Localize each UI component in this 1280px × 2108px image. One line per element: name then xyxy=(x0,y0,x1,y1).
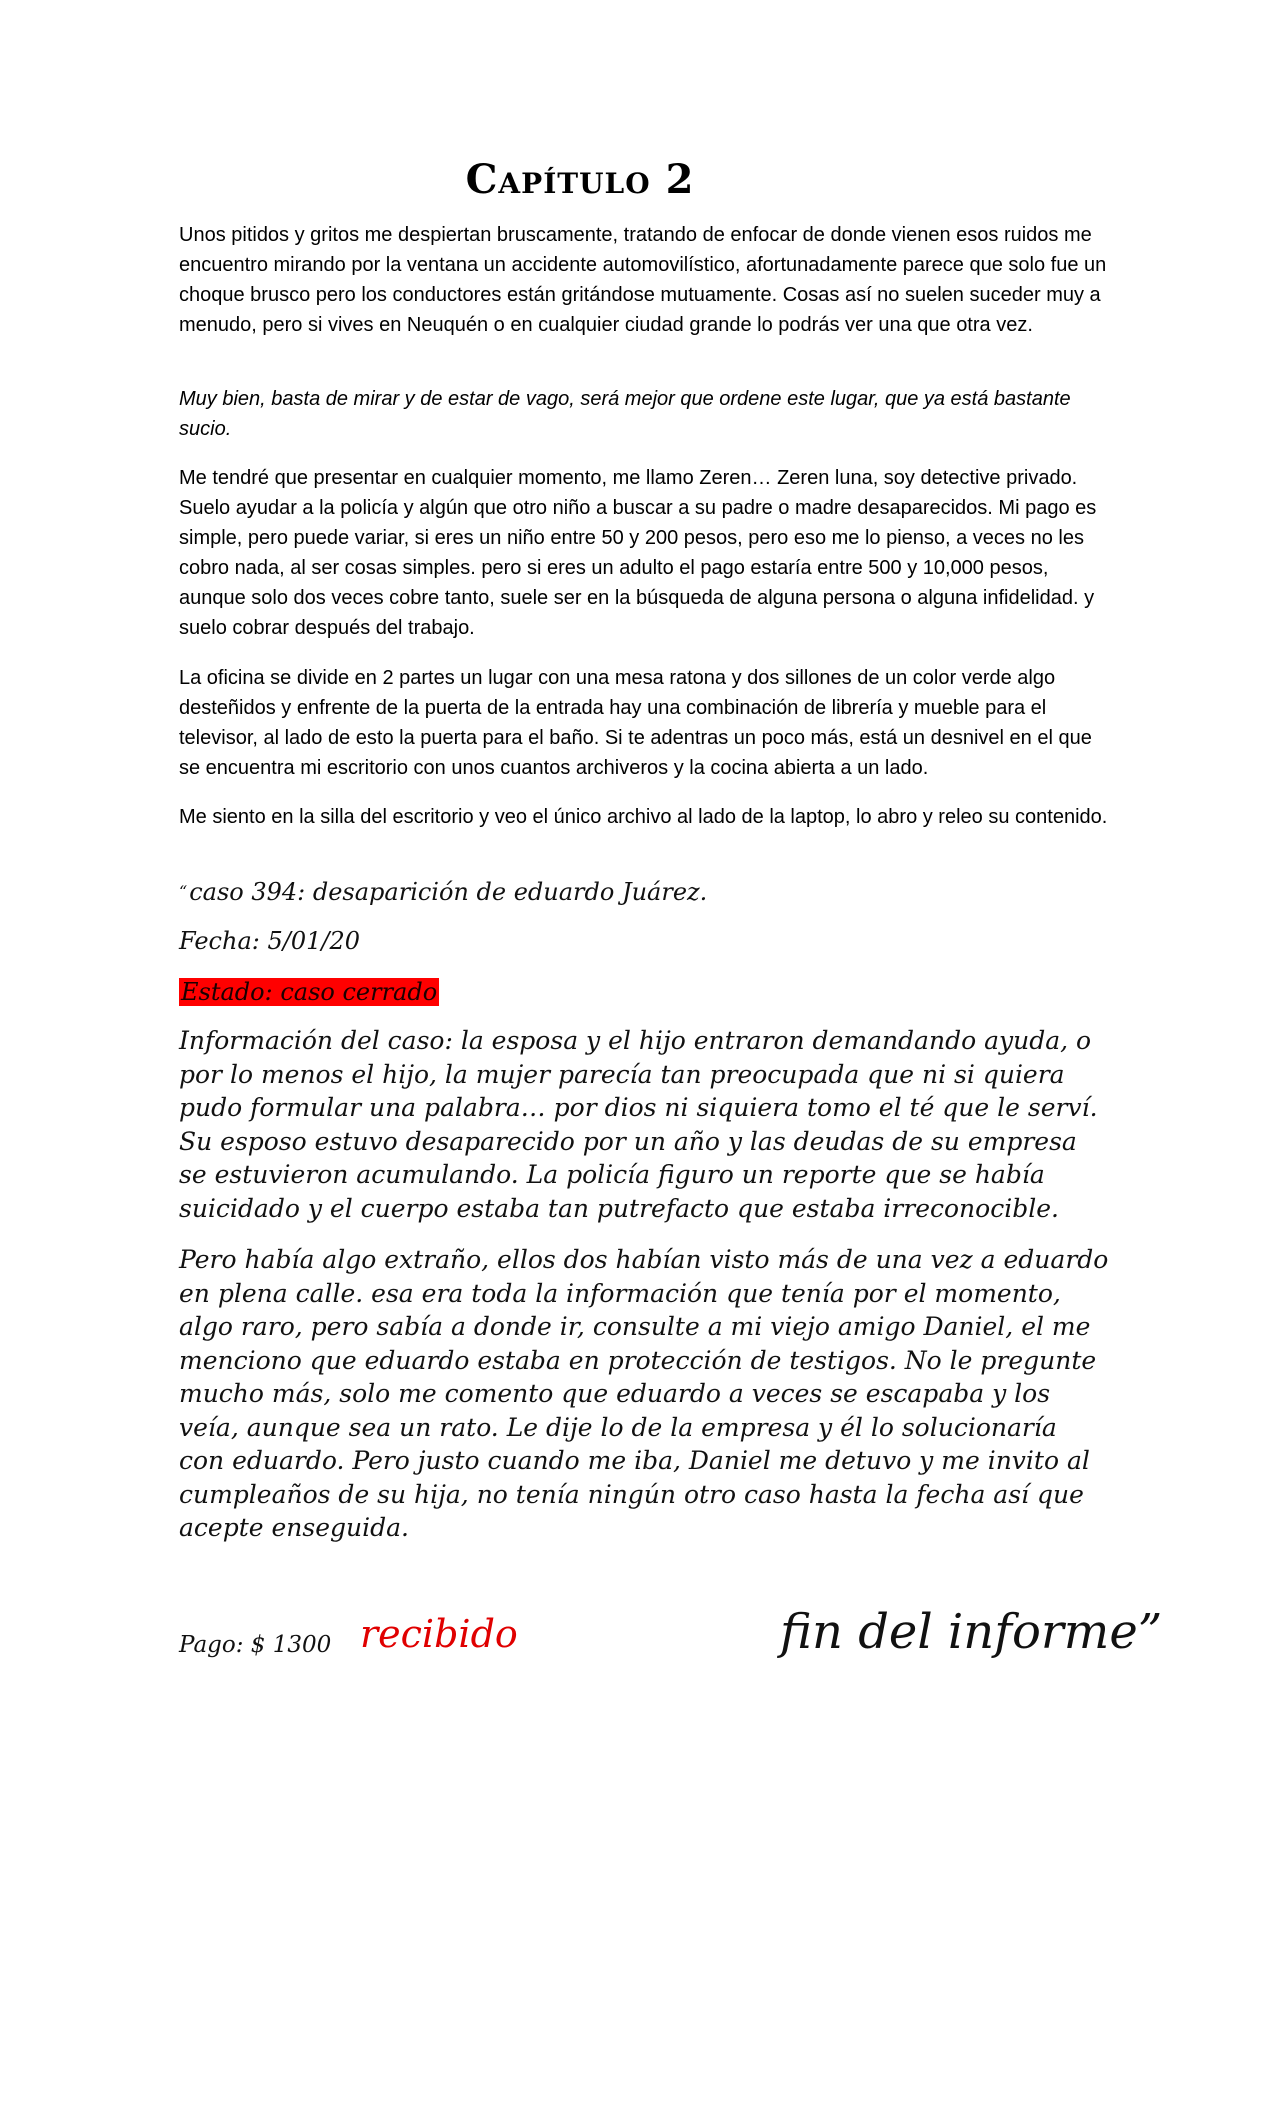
paragraph-4 xyxy=(179,663,1109,783)
paragraph-text: La oficina se divide en 2 partes un lugar con una mesa ratona y dos sillones de un color verde algo desteñidos y enfrente de la puerta de la entrada hay una combinación de librería y mueble para el televisor, al lado de esto la puerta para el baño. Si te adentras un poco más, está un desnivel en el que se encuentra mi escritorio con unos cuantos archiveros y la cocina abierta a un lado. xyxy=(179,667,1092,779)
paragraph-text: Me tendré que presentar en cualquier momento, me llamo Zeren… Zeren luna, soy detective privado. Suelo ayudar a la policía y algún que otro niño a buscar a su padre o madre desaparecidos. Mi pago es simple, pero puede variar, si eres un niño entre 50 y 200 pesos, pero eso me lo pienso, a veces no les cobro nada, al ser cosas simples. pero si eres un adulto el pago estaría entre 500 y 10,000 pesos, aunque solo dos veces cobre tanto, suele ser en la búsqueda de alguna persona o alguna infidelidad. y suelo cobrar después del trabajo. xyxy=(179,467,1097,639)
payment-amount: Pago: $ 1300 xyxy=(179,1632,332,1658)
status-highlight: Estado: caso cerrado xyxy=(181,978,438,1006)
open-quote: “ xyxy=(179,882,188,901)
case-details xyxy=(179,1243,1109,1545)
case-info xyxy=(179,1024,1109,1225)
chapter-title: Capítulo 2 xyxy=(465,156,695,203)
paragraph-5 xyxy=(179,802,1109,832)
case-title xyxy=(179,876,707,908)
paragraph-text: Muy bien, basta de mirar y de estar de vago, será mejor que ordene este lugar, que ya está bastante sucio. xyxy=(179,388,1071,440)
payment-received: recibido xyxy=(360,1612,518,1656)
case-status xyxy=(179,976,439,1008)
paragraph-text: Me siento en la silla del escritorio y veo el único archivo al lado de la laptop, lo abro y releo su contenido. xyxy=(179,806,1108,828)
paragraph-3 xyxy=(179,463,1109,643)
paragraph-1 xyxy=(179,220,1109,340)
case-details-text: Pero había algo extraño, ellos dos habían visto más de una vez a eduardo en plena calle. esa era toda la información que tenía por el momento, algo raro, pero sabía a donde ir, consulte a mi viejo amigo Daniel, el me menciono que eduardo estaba en protección de testigos. No le pregunte mucho más, solo me comento que eduardo a veces se escapaba y los veía, aunque sea un rato. Le dije lo de la empresa y él lo solucionaría con eduardo. Pero justo cuando me iba, Daniel me detuvo y me invito al cumpleaños de su hija, no tenía ningún otro caso hasta la fecha así que acepte enseguida. xyxy=(179,1245,1109,1542)
case-info-text: Información del caso: la esposa y el hijo entraron demandando ayuda, o por lo menos el hijo, la mujer parecía tan preocupada que ni si quiera pudo formular una palabra… por dios ni siquiera tomo el té que le serví. Su esposo estuvo desaparecido por un año y las deudas de su empresa se estuvieron acumulando. La policía figuro un reporte que se había suicidado y el cuerpo estaba tan putrefacto que estaba irreconocible. xyxy=(179,1026,1098,1223)
case-date: Fecha: 5/01/20 xyxy=(179,927,360,955)
paragraph-2 xyxy=(179,384,1109,444)
case-title-text: caso 394: desaparición de eduardo Juárez. xyxy=(189,878,708,906)
paragraph-text: Unos pitidos y gritos me despiertan bruscamente, tratando de enfocar de donde vienen esos ruidos me encuentro mirando por la ventana un accidente automovilístico, afortunadamente parece que solo fue un choque brusco pero los conductores están gritándose mutuamente. Cosas así no suelen suceder muy a menudo, pero si vives en Neuquén o en cualquier ciudad grande lo podrás ver una que otra vez. xyxy=(179,224,1107,336)
report-end: fin del informe” xyxy=(780,1604,1163,1660)
